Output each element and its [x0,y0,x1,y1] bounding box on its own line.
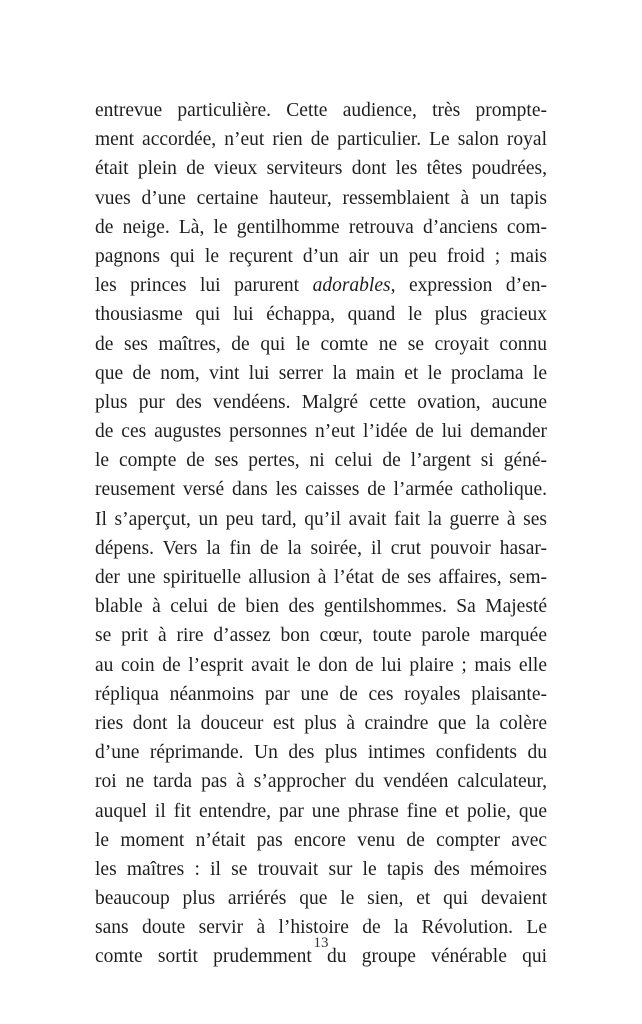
text-line: auquel il fit entendre, par une phrase fine et polie, que [95,800,547,822]
text-line: se prit à rire d’assez bon cœur, toute parole marquée [95,625,547,647]
text-line: ment accordée, n’eut rien de particulier. Le salon royal [95,129,547,151]
text-fragment: les princes lui parurent [95,275,313,297]
text-line: roi ne tarda pas à s’approcher du vendéen calculateur, [95,771,547,793]
text-line: de ces augustes personnes n’eut l’idée de lui demander [95,421,547,443]
emphasized-word: adorables [312,275,391,297]
text-line: der une spirituelle allusion à l’état de ses affaires, sem- [95,567,547,588]
text-line: le compte de ses pertes, ni celui de l’argent si géné- [95,450,547,472]
text-line: était plein de vieux serviteurs dont les têtes poudrées, [95,158,547,180]
text-line: Il s’aperçut, un peu tard, qu’il avait fait la guerre à ses [95,508,547,530]
page-number: 13 [313,935,329,951]
text-line [95,271,547,300]
text-line: au coin de l’esprit avait le don de lui plaire ; mais elle [95,654,547,676]
text-line: que de nom, vint lui serrer la main et le proclama le [95,362,547,384]
text-line: blable à celui de bien des gentilshommes. Sa Majesté [95,596,547,618]
text-line: d’une réprimande. Un des plus intimes confidents du [95,742,547,764]
text-line: vues d’une certaine hauteur, ressemblaient à un tapis [95,187,547,209]
text-line: reusement versé dans les caisses de l’armée catholique. [95,479,547,501]
text-line: de ses maîtres, de qui le comte ne se croyait connu [95,333,547,355]
text-line: le moment n’était pas encore venu de compter avec [95,829,547,851]
text-line: dépens. Vers la fin de la soirée, il crut pouvoir hasar- [95,537,547,559]
text-line: plus pur des vendéens. Malgré cette ovation, aucune [95,391,547,413]
text-line: sans doute servir à l’histoire de la Révolution. Le [95,917,547,939]
text-fragment: , expression d’en- [390,275,547,297]
text-line: répliqua néanmoins par une de ces royales plaisante- [95,683,547,705]
text-line: beaucoup plus arriérés que le sien, et qui devaient [95,888,547,910]
text-line: ries dont la douceur est plus à craindre que la colère [95,712,547,734]
body-text [95,96,547,972]
text-line: de neige. Là, le gentilhomme retrouva d’anciens com- [95,216,547,238]
text-line: comte sortit prudemment du groupe vénérable qui [95,946,547,968]
text-line: thousiasme qui lui échappa, quand le plus gracieux [95,304,547,326]
text-line: entrevue particulière. Cette audience, très prompte- [95,100,547,121]
text-line: pagnons qui le reçurent d’un air un peu froid ; mais [95,245,547,267]
text-line: les maîtres : il se trouvait sur le tapis des mémoires [95,858,547,880]
